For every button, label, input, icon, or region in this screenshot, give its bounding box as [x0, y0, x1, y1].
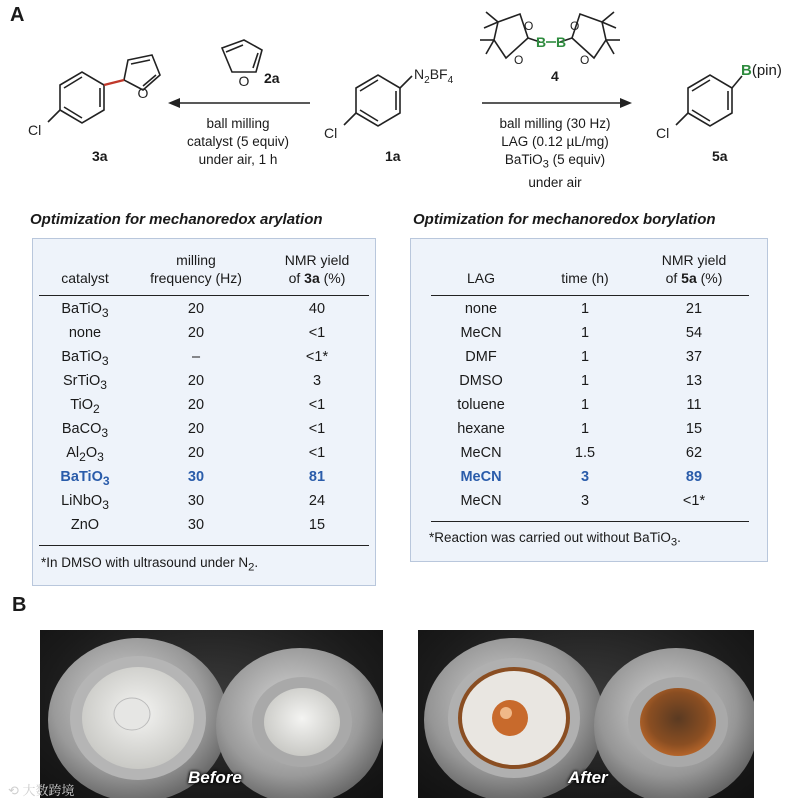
arylation-cell: BaCO$_3$	[61, 421, 109, 440]
borylation-header-yield-line: of 5a (%)	[665, 270, 723, 286]
arylation-cell: BaTiO$_3$	[61, 349, 109, 368]
borylation-cell: MeCN	[460, 325, 502, 341]
arylation-cell: <1	[308, 445, 326, 461]
left-conditions	[168, 115, 308, 169]
watermark-text: 大数跨境	[22, 783, 75, 798]
reagent-label-2a: 2a	[264, 70, 280, 86]
right-condition-line: LAG (0.12 µL/mg)	[501, 134, 609, 149]
chloro-label-3a: Cl	[28, 122, 42, 138]
b2pin2-o4: O	[580, 53, 590, 67]
arylation-cell: <1	[308, 397, 326, 413]
panel-b-label: B	[12, 594, 27, 616]
b2pin2-o2: O	[514, 53, 524, 67]
arylation-header-frequency-line: milling	[176, 252, 216, 268]
arylation-cell: 20	[187, 373, 205, 389]
diazonium-group: $N_2BF_4$	[414, 66, 454, 86]
borylation-cell: DMF	[465, 349, 497, 365]
bpin-text: (pin)	[751, 62, 782, 79]
borylation-cell: 11	[686, 397, 702, 413]
right-conditions	[476, 115, 634, 192]
b2pin2-structure	[480, 12, 620, 58]
arylation-header-catalyst: catalyst	[61, 270, 109, 286]
arylation-header-rule	[39, 295, 369, 296]
benzene-ring-5a	[676, 75, 742, 126]
borylation-cell: 54	[685, 325, 703, 341]
borylation-cell: 37	[685, 349, 703, 365]
arylation-cell: 81	[308, 469, 326, 485]
compound-label-3a: 3a	[92, 148, 108, 164]
borylation-header-yield-line: NMR yield	[661, 252, 727, 268]
chloro-label-5a: Cl	[656, 125, 670, 141]
arylation-cell: BaTiO$_3$	[60, 469, 110, 488]
arylation-bottom-rule	[39, 545, 369, 546]
arylation-cell: 20	[187, 301, 205, 317]
arylation-footnote: *In DMSO with ultrasound under $N_2$.	[41, 555, 259, 574]
borylation-cell: 1.5	[574, 445, 596, 461]
left-condition-line: ball milling	[206, 116, 270, 131]
arylation-cell: 30	[187, 517, 205, 533]
arylation-cell: SrTiO$_3$	[62, 373, 108, 392]
borylation-cell: 3	[580, 469, 590, 485]
borylation-header-yield	[639, 251, 749, 287]
new-bond-red	[104, 80, 124, 85]
arylation-header-frequency	[133, 251, 259, 287]
arylation-cell: <1	[308, 421, 326, 437]
after-caption: After	[568, 768, 608, 787]
arylation-title: Optimization for mechanoredox arylation	[30, 211, 323, 228]
borylation-cell: 1	[580, 325, 590, 341]
arylation-cell: <1*	[305, 349, 329, 365]
b2pin2-boron-2: B	[556, 34, 567, 50]
arylation-header-yield-line: of 3a (%)	[288, 270, 346, 286]
borylation-header-lag: LAG	[466, 270, 495, 286]
borylation-header-rule	[431, 295, 749, 296]
bpin-label	[741, 62, 782, 79]
furan-oxygen-3a: O	[137, 85, 149, 101]
arylation-cell: TiO$_2$	[70, 397, 100, 416]
borylation-bottom-rule	[431, 521, 749, 522]
arylation-header-yield-line: NMR yield	[284, 252, 350, 268]
left-condition-line: catalyst (5 equiv)	[186, 134, 290, 149]
arylation-table	[32, 238, 376, 586]
bpin-boron: B	[741, 62, 752, 79]
b2pin2-o1: O	[524, 19, 534, 33]
arylation-cell: $Al_2O_3$	[66, 445, 104, 464]
arylation-cell: <1	[308, 325, 326, 341]
borylation-cell: <1*	[682, 493, 706, 509]
arylation-cell: ZnO	[70, 517, 100, 533]
reaction-scheme	[0, 0, 800, 205]
compound-label-5a: 5a	[712, 148, 728, 164]
benzene-ring-1a	[344, 75, 412, 126]
borylation-cell: 1	[580, 397, 590, 413]
arylation-cell: 15	[308, 517, 326, 533]
arylation-header-frequency-line: frequency (Hz)	[150, 270, 242, 286]
borylation-cell: DMSO	[459, 373, 503, 389]
arylation-cell: 30	[187, 469, 205, 485]
borylation-cell: 1	[580, 301, 590, 317]
borylation-cell: 13	[685, 373, 703, 389]
before-photo	[40, 630, 383, 798]
right-condition-line: ball milling (30 Hz)	[499, 116, 611, 131]
borylation-header-time: time (h)	[561, 270, 609, 286]
arylation-cell: 24	[308, 493, 326, 509]
borylation-cell: MeCN	[460, 445, 502, 461]
borylation-cell: MeCN	[460, 469, 502, 485]
right-condition-line: BaTiO$_3$ (5 equiv)	[504, 152, 606, 171]
arylation-cell: 3	[312, 373, 322, 389]
borylation-cell: 62	[685, 445, 703, 461]
borylation-cell: hexane	[457, 421, 505, 437]
right-condition-line: under air	[528, 174, 582, 190]
arylation-cell: –	[191, 349, 201, 365]
arylation-cell: 20	[187, 421, 205, 437]
arylation-cell: none	[68, 325, 102, 341]
arylation-cell: 20	[187, 445, 205, 461]
borylation-cell: toluene	[457, 397, 505, 413]
panel-a-label: A	[10, 4, 25, 26]
compound-label-1a: 1a	[385, 148, 401, 164]
furan-reagent-2a	[222, 40, 262, 72]
borylation-cell: 1	[580, 421, 590, 437]
reagent-label-4: 4	[551, 68, 559, 84]
before-caption: Before	[188, 768, 242, 787]
borylation-cell: none	[464, 301, 498, 317]
benzene-ring-3a	[60, 72, 104, 123]
left-condition-line: under air, 1 h	[198, 152, 278, 167]
watermark-logo-icon: ⟲	[8, 783, 19, 798]
after-photo	[418, 630, 754, 798]
borylation-cell: 1	[580, 373, 590, 389]
borylation-cell: 89	[685, 469, 703, 485]
arylation-cell: 30	[187, 493, 205, 509]
borylation-cell: MeCN	[460, 493, 502, 509]
b2pin2-o3: O	[570, 19, 580, 33]
borylation-cell: 15	[685, 421, 703, 437]
arylation-cell: LiNbO$_3$	[61, 493, 109, 512]
arylation-header-yield	[265, 251, 369, 287]
watermark	[8, 780, 75, 799]
borylation-cell: 1	[580, 349, 590, 365]
borylation-cell: 3	[580, 493, 590, 509]
borylation-table	[410, 238, 768, 562]
furan-oxygen-2a: O	[238, 73, 250, 89]
arylation-cell: BaTiO$_3$	[61, 301, 109, 320]
borylation-title: Optimization for mechanoredox borylation	[413, 211, 716, 228]
arylation-cell: 20	[187, 397, 205, 413]
chloro-label-1a: Cl	[324, 125, 338, 141]
b2pin2-boron-1: B	[536, 34, 547, 50]
arylation-cell: 40	[308, 301, 326, 317]
borylation-cell: 21	[685, 301, 703, 317]
borylation-footnote: *Reaction was carried out without BaTiO$_3$.	[429, 530, 681, 549]
arylation-cell: 20	[187, 325, 205, 341]
